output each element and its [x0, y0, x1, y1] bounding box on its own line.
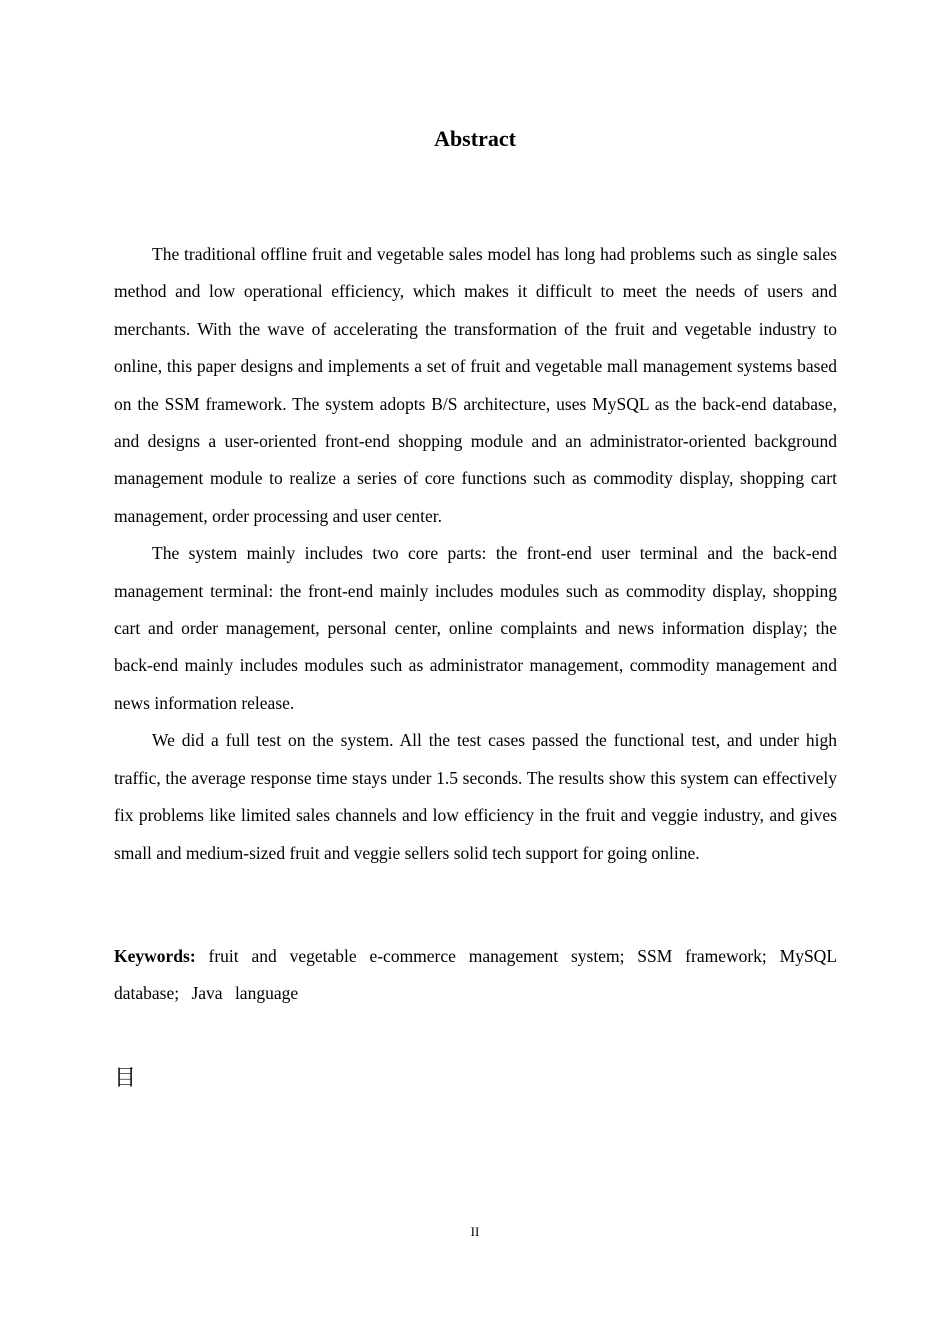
keywords-text: fruit and vegetable e-commerce management system; SSM framework; MySQL database; Java language [114, 946, 838, 1004]
abstract-paragraph-1: The traditional offline fruit and vegetable sales model has long had problems such as single sales method and low operational efficiency, which makes it difficult to meet the needs of users and merchants. With the wave of accelerating the transformation of the fruit and vegetable industry to online, this paper designs and implements a set of fruit and vegetable mall management systems based on the SSM framework. The system adopts B/S architecture, uses MySQL as the back-end database, and designs a user-oriented front-end shopping module and an administrator-oriented background management module to realize a series of core functions such as commodity display, shopping cart management, order processing and user center. [114, 244, 837, 526]
keywords-line [114, 938, 837, 1013]
abstract-body [114, 236, 837, 872]
abstract-paragraph-3: We did a full test on the system. All the test cases passed the functional test, and under high traffic, the average response time stays under 1.5 seconds. The results show this system can effectively fix problems like limited sales channels and low efficiency in the fruit and veggie industry, and gives small and medium-sized fruit and veggie sellers solid tech support for going online. [114, 730, 837, 863]
abstract-paragraph-2: The system mainly includes two core parts: the front-end user terminal and the back-end management terminal: the front-end mainly includes modules such as commodity display, shopping cart and order management, personal center, online complaints and news information display; the back-end mainly includes modules such as administrator management, commodity management and news information release. [114, 543, 837, 713]
keywords-label: Keywords: [114, 946, 196, 966]
page-number: II [470, 1224, 480, 1239]
toc-heading-fragment: 目 [114, 1066, 137, 1091]
abstract-title: Abstract [434, 126, 516, 151]
